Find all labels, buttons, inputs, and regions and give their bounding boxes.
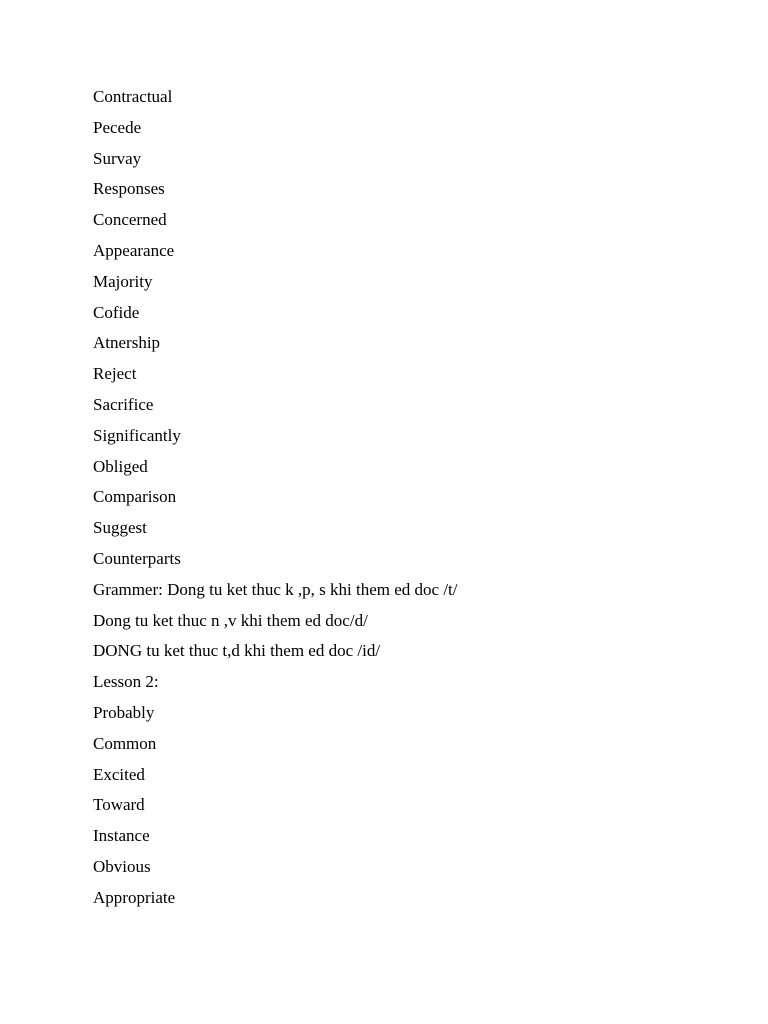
text-line: Significantly bbox=[93, 425, 181, 445]
text-line: Probably bbox=[93, 702, 155, 722]
text-line: Obvious bbox=[93, 856, 151, 876]
text-line: Instance bbox=[93, 826, 150, 846]
grammar-note-line: Dong tu ket thuc n ,v khi them ed doc/d/ bbox=[93, 610, 368, 630]
text-line: Concerned bbox=[93, 210, 167, 230]
text-line: Comparison bbox=[93, 487, 177, 507]
text-line: Reject bbox=[93, 364, 137, 384]
text-line: Atnership bbox=[93, 333, 161, 353]
text-line: Toward bbox=[93, 795, 145, 815]
grammar-note-line: DONG tu ket thuc t,d khi them ed doc /id/ bbox=[93, 641, 381, 661]
text-line: Sacrifice bbox=[93, 394, 154, 414]
text-line: Majority bbox=[93, 271, 153, 291]
text-line: Common bbox=[93, 733, 157, 753]
text-line: Pecede bbox=[93, 117, 142, 137]
text-line: Excited bbox=[93, 764, 145, 784]
text-line: Appropriate bbox=[93, 887, 176, 907]
text-line: Suggest bbox=[93, 518, 147, 538]
text-line: Appearance bbox=[93, 240, 175, 260]
lesson-heading: Lesson 2: bbox=[93, 672, 159, 692]
text-line: Counterparts bbox=[93, 548, 181, 568]
text-line: Contractual bbox=[93, 87, 173, 106]
text-line: Cofide bbox=[93, 302, 140, 322]
grammar-note-line: Grammer: Dong tu ket thuc k ,p, s khi them ed doc /t/ bbox=[93, 579, 458, 599]
document-body bbox=[93, 85, 458, 917]
text-line: Obliged bbox=[93, 456, 148, 476]
text-line: Responses bbox=[93, 179, 165, 199]
text-line: Survay bbox=[93, 148, 142, 168]
